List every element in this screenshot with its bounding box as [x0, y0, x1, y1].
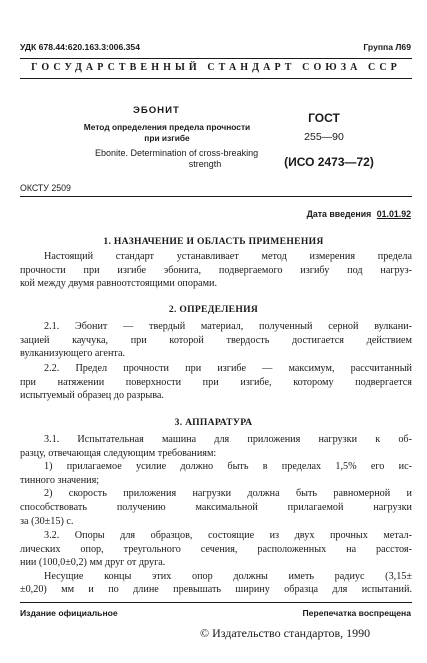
text-line: 3.2. Опоры для образцов, состоящие из двух прочных метал-: [44, 530, 412, 541]
okstu-code: ОКСТУ 2509: [20, 183, 71, 193]
text-line: лических опор, треугольного сечения, расположенных на расстоя-: [20, 543, 412, 555]
footer-rule: [20, 602, 412, 603]
intro-date-value: 01.01.92: [376, 209, 411, 219]
text-line: прочности при изгибе эбонита, подвергаемого изгибу под нагруз-: [20, 264, 412, 276]
section-3-2-body: [20, 529, 412, 597]
section-1-title: 1. НАЗНАЧЕНИЕ И ОБЛАСТЬ ПРИМЕНЕНИЯ: [103, 236, 324, 247]
banner-rule: [20, 78, 412, 79]
text-line: способствовать получению максимальной прилагаемой нагрузки: [20, 501, 412, 513]
iso-reference: (ИСО 2473—72): [284, 155, 374, 169]
text-line: 2) скорость приложения нагрузки должна быть равномерной и: [44, 488, 412, 500]
text-line: 2.1. Эбонит — твердый материал, полученный серной вулкани-: [44, 321, 412, 332]
top-rule: [20, 58, 412, 59]
gost-label: ГОСТ: [308, 111, 340, 125]
section-2-2-body: [20, 362, 412, 403]
section-1-body: [20, 250, 412, 291]
text-line: ±0,20) мм и по длине превышать ширину образца для испытаний.: [20, 584, 412, 596]
text-line: 2.2. Предел прочности при изгибе — максимум, рассчитанный: [44, 363, 412, 374]
okstu-rule: [20, 196, 412, 197]
reprint-notice: Перепечатка воспрещена: [302, 608, 411, 618]
copyright-notice: © Издательство стандартов, 1990: [200, 626, 371, 640]
text-line: при натяжении поверхности при изгибе, которому подвергается: [20, 376, 412, 388]
text-line: 1) прилагаемое усилие должно быть в пределах 1,5% его ис-: [44, 461, 412, 473]
text-line: Настоящий стандарт устанавливает метод измерения предела: [44, 251, 412, 262]
text-line: испытуемый образец до разрыва.: [20, 390, 164, 402]
subtitle-line1: Метод определения предела прочности: [83, 122, 251, 132]
text-line: тинного значения;: [20, 474, 100, 486]
text-line: за (30±15) с.: [20, 515, 74, 527]
standard-banner: ГОСУДАРСТВЕННЫЙ СТАНДАРТ СОЮЗА ССР: [31, 62, 401, 73]
english-title-line1: Ebonite. Determination of cross-breaking: [95, 148, 259, 158]
document-title: ЭБОНИТ: [133, 105, 180, 116]
text-line: 3.1. Испытательная машина для приложения нагрузки к об-: [44, 434, 412, 445]
section-2-1-body: [20, 320, 412, 361]
section-2-title: 2. ОПРЕДЕЛЕНИЯ: [168, 304, 259, 315]
text-line: разцу, отвечающая следующим требованиям:: [20, 447, 217, 459]
subtitle-line2: при изгибе: [144, 133, 190, 143]
section-3-title: 3. АППАРАТУРА: [174, 417, 253, 428]
section-3-1-body: [20, 433, 412, 528]
intro-date: [307, 209, 411, 219]
english-title-line2: strength: [188, 159, 222, 169]
gost-number: 255—90: [304, 131, 344, 143]
official-edition: Издание официальное: [20, 608, 118, 618]
group-code: Группа Л69: [363, 42, 411, 52]
text-line: зацией каучука, при которой твердость достигается действием: [20, 334, 412, 346]
text-line: кой между двумя равноотстоящими опорами.: [20, 278, 218, 290]
text-line: нии (100,0±0,2) мм друг от друга.: [20, 557, 166, 569]
text-line: Несущие концы этих опор должны иметь радиус (3,15±: [44, 570, 412, 582]
intro-date-label: Дата введения: [306, 209, 372, 219]
udc-code: УДК 678.44:620.163.3:006.354: [20, 42, 140, 52]
text-line: вулканизующего агента.: [20, 348, 126, 360]
